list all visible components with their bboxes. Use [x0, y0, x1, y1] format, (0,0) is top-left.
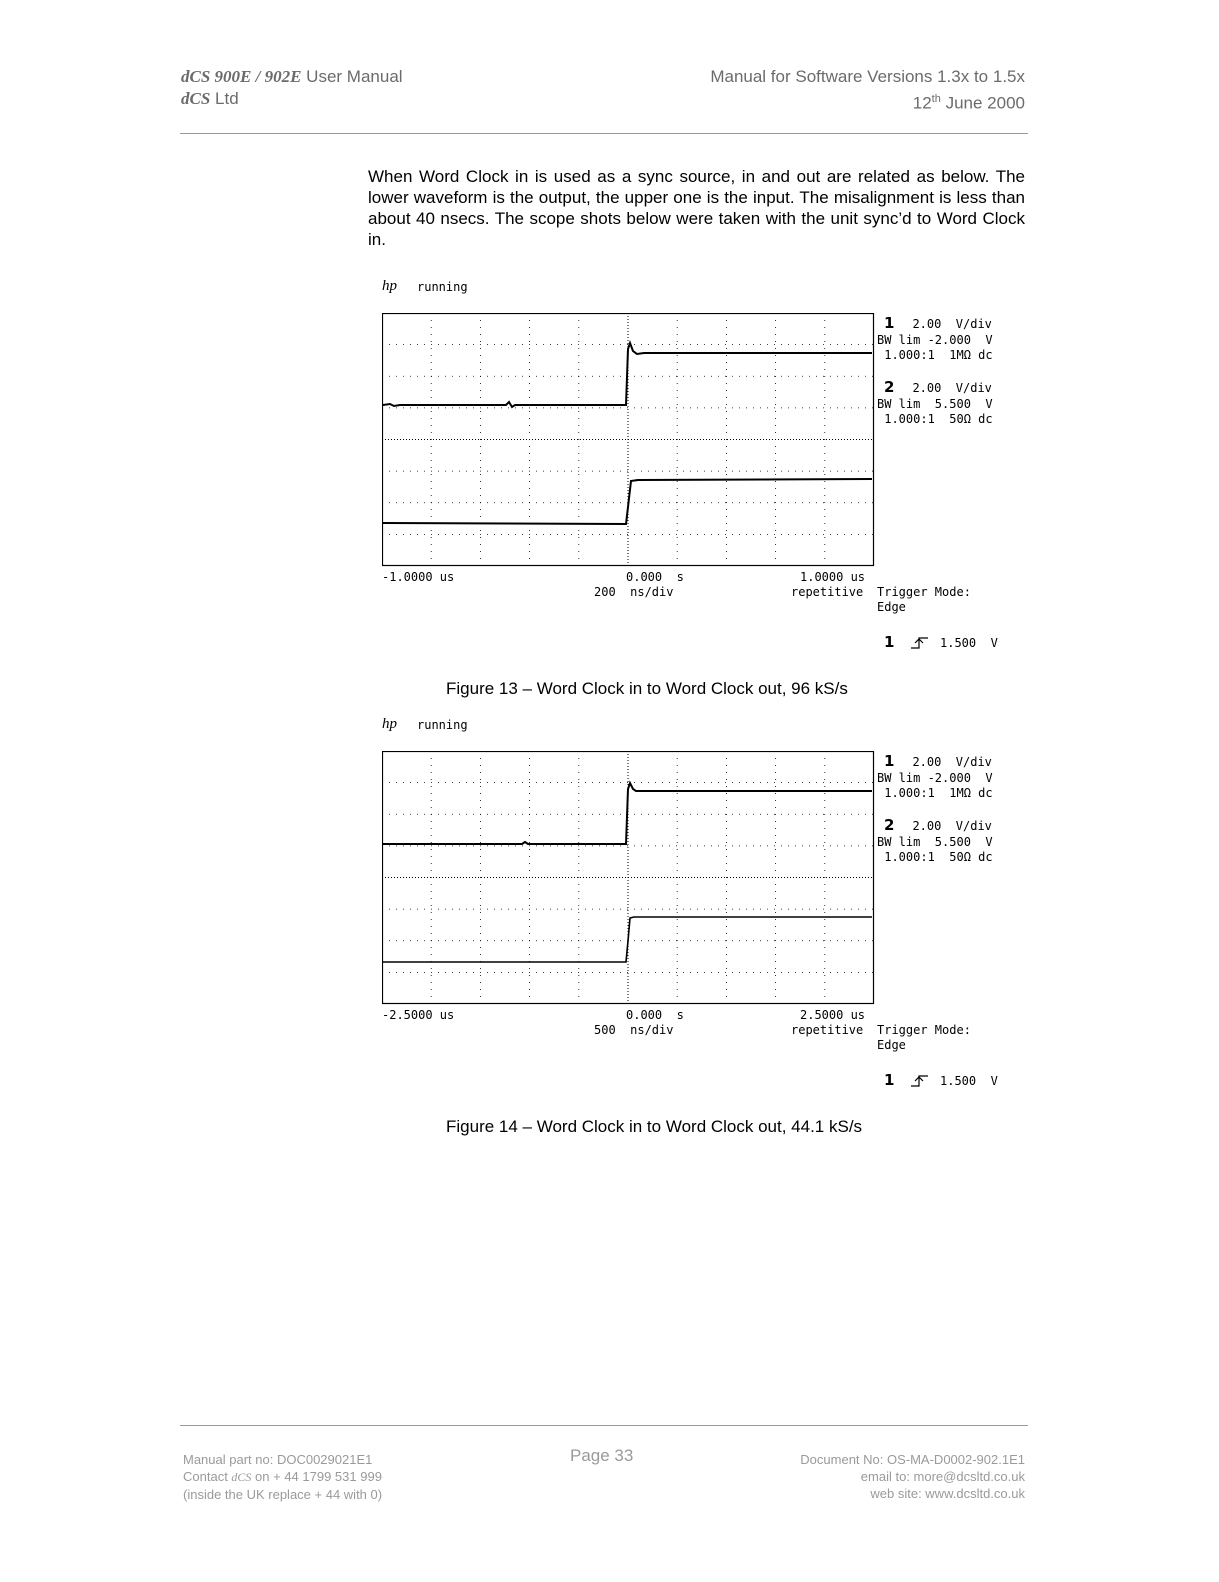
- scope-figure-14: [380, 716, 1010, 1096]
- x-axis-right: 2.5000 us: [800, 1008, 866, 1022]
- channel-2-number: 2: [884, 816, 895, 834]
- rising-edge-icon: [910, 636, 930, 650]
- trigger-level: 1.500 V: [940, 1074, 998, 1088]
- page-number: Page 33: [570, 1446, 634, 1465]
- header-rule: [180, 133, 1028, 134]
- channel-1-coupling: 1.000:1 1MΩ dc: [877, 786, 993, 800]
- x-axis-left: -1.0000 us: [382, 570, 455, 584]
- header-date-sup: th: [931, 93, 941, 105]
- channel-1-scale: 2.00 V/div: [912, 317, 992, 331]
- channel-2-settings: [877, 378, 993, 427]
- hp-logo: hp: [382, 278, 397, 294]
- trigger-mode-label: Trigger Mode:: [877, 1023, 971, 1037]
- channel-1-coupling: 1.000:1 1MΩ dc: [877, 348, 993, 362]
- footer-web: web site: www.dcsltd.co.uk: [870, 1486, 1025, 1501]
- channel-2-number: 2: [884, 378, 895, 396]
- channel-1-scale: 2.00 V/div: [912, 755, 992, 769]
- trigger-mode-label: Trigger Mode:: [877, 585, 971, 599]
- channel-2-offset: BW lim 5.500 V: [877, 397, 993, 411]
- rising-edge-icon: [910, 1074, 930, 1088]
- channel-1-trace: [383, 783, 872, 844]
- header-date: [913, 88, 1025, 115]
- channel-2-coupling: 1.000:1 50Ω dc: [877, 412, 993, 426]
- x-axis-center: 0.000 s: [626, 1008, 684, 1022]
- scope-screen: [382, 751, 876, 1005]
- channel-2-scale: 2.00 V/div: [912, 381, 992, 395]
- header-date-day: 12: [912, 93, 932, 113]
- footer-rule: [180, 1425, 1028, 1426]
- scope-figure-13: [380, 278, 1010, 658]
- figure-13-caption: Figure 13 – Word Clock in to Word Clock out, 96 kS/s: [446, 679, 848, 698]
- trigger-mode-value: Edge: [877, 1038, 906, 1052]
- trigger-level: 1.500 V: [940, 636, 998, 650]
- acquisition-mode: repetitive: [791, 585, 864, 599]
- hp-logo: hp: [382, 716, 397, 732]
- header-company-italic: dCS: [181, 89, 211, 108]
- scope-status: running: [417, 280, 468, 294]
- channel-2-trace: [383, 479, 872, 524]
- channel-1-number: 1: [884, 314, 895, 332]
- channel-2-settings: [877, 816, 993, 865]
- footer-part-no: Manual part no: DOC0029021E1: [183, 1452, 373, 1467]
- header-product-suffix: User Manual: [301, 67, 403, 86]
- x-axis-center: 0.000 s: [626, 570, 684, 584]
- header-company: [181, 88, 239, 110]
- x-axis-left: -2.5000 us: [382, 1008, 455, 1022]
- acquisition-mode: repetitive: [791, 1023, 864, 1037]
- x-axis-right: 1.0000 us: [800, 570, 866, 584]
- footer-email: email to: more@dcsltd.co.uk: [860, 1469, 1025, 1484]
- footer-uk-note: (inside the UK replace + 44 with 0): [183, 1487, 383, 1502]
- footer-contact: [183, 1468, 382, 1486]
- channel-1-settings: [877, 752, 993, 801]
- channel-1-offset: BW lim -2.000 V: [877, 771, 993, 785]
- header-software-versions: Manual for Software Versions 1.3x to 1.5x: [710, 67, 1025, 86]
- trigger-mode-value: Edge: [877, 600, 906, 614]
- channel-2-coupling: 1.000:1 50Ω dc: [877, 850, 993, 864]
- footer-left: [183, 1451, 382, 1503]
- channel-1-offset: BW lim -2.000 V: [877, 333, 993, 347]
- channel-1-number: 1: [884, 752, 895, 770]
- trigger-channel: 1: [884, 633, 895, 651]
- channel-1-settings: [877, 314, 993, 363]
- timebase: 200 ns/div: [594, 585, 674, 599]
- timebase: 500 ns/div: [594, 1023, 674, 1037]
- scope-screen: [382, 313, 876, 567]
- header-company-suffix: Ltd: [210, 89, 239, 108]
- figure-14-caption: Figure 14 – Word Clock in to Word Clock out, 44.1 kS/s: [446, 1117, 863, 1136]
- scope-status: running: [417, 718, 468, 732]
- channel-2-scale: 2.00 V/div: [912, 819, 992, 833]
- header-product: [181, 66, 403, 88]
- footer-doc-no: Document No: OS-MA-D0002-902.1E1: [800, 1452, 1025, 1467]
- header-date-rest: June 2000: [940, 93, 1025, 113]
- trigger-channel: 1: [884, 1071, 895, 1089]
- footer-contact-suffix: on + 44 1799 531 999: [251, 1469, 382, 1484]
- header-product-italic: dCS 900E / 902E: [181, 67, 302, 86]
- footer-contact-prefix: Contact: [183, 1469, 232, 1484]
- channel-2-offset: BW lim 5.500 V: [877, 835, 993, 849]
- footer-contact-italic: dCS: [231, 1470, 252, 1484]
- body-paragraph: When Word Clock in is used as a sync source, in and out are related as below. The lower waveform is the output, the upper one is the input. The misalignment is less than about 40 nsecs. The scope shots below were taken with the unit sync’d to Word Clock in.: [368, 167, 1025, 249]
- footer-right: [800, 1451, 1025, 1502]
